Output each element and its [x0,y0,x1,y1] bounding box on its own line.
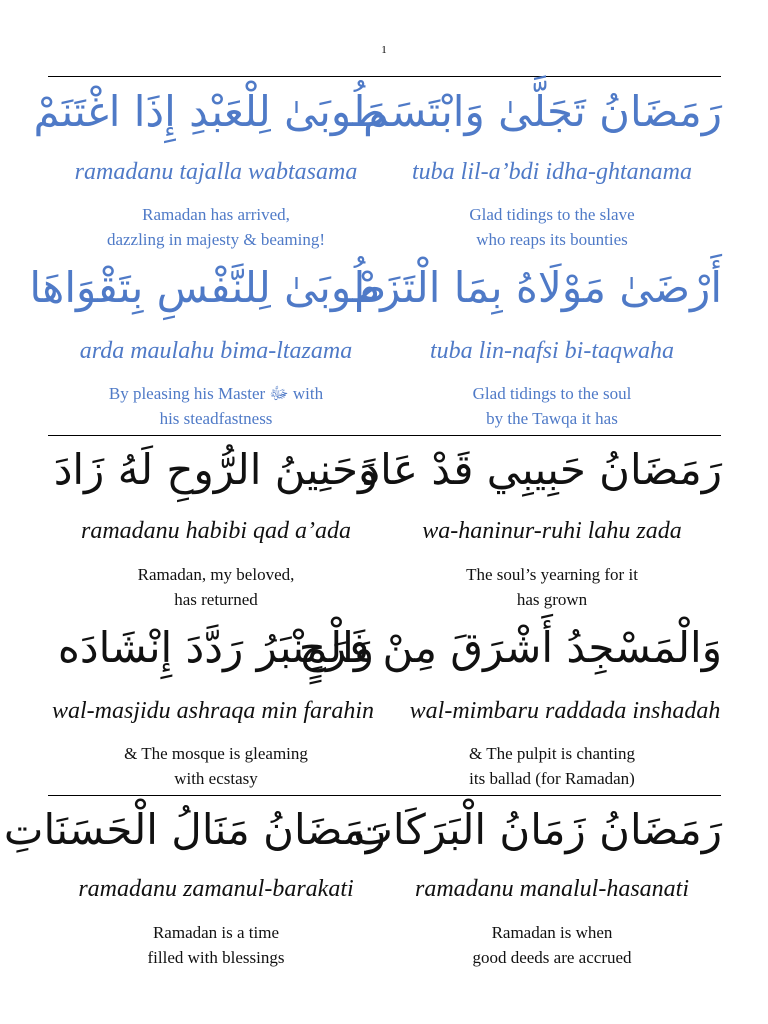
translation [56,381,376,431]
translation-line: The soul’s yearning for it [466,565,638,584]
translation [56,741,376,791]
translation-line: & The pulpit is chanting [469,744,635,763]
translation-line: with ecstasy [174,769,258,788]
arabic-verse: رَمَضَانُ زَمَانُ الْبَرَكَاتِ [353,805,722,854]
transliteration: ramadanu habibi qad a’ada [81,518,351,544]
transliteration: wal-mimbaru raddada inshadah [409,698,721,724]
section-divider [48,435,721,436]
translation-line: Glad tidings to the slave [469,205,635,224]
transliteration: wal-masjidu ashraqa min farahin [51,698,375,724]
translation [56,202,376,252]
arabic-verse: وَحَنِينُ الرُّوحِ لَهُ زَادَ [53,445,379,494]
transliteration: ramadanu zamanul-barakati [78,876,354,902]
translation [392,381,712,431]
translation-line: Glad tidings to the soul [472,384,632,403]
transliteration: ramadanu tajalla wabtasama [74,159,358,185]
transliteration: ramadanu manalul-hasanati [414,876,689,902]
translation-line: has returned [174,590,258,609]
translation-line: who reaps its bounties [476,230,628,249]
arabic-verse: طُوبَىٰ لِلنَّفْسِ بِتَقْوَاهَا [29,263,386,312]
translation-line: Ramadan has arrived, [142,205,290,224]
section-divider [48,795,721,796]
translation [392,920,712,970]
translation-line: Ramadan is a time [152,923,280,942]
translation [392,562,712,612]
translation-line: its ballad (for Ramadan) [469,769,635,788]
translation-line: by the Tawqa it has [486,409,618,428]
arabic-verse: رَمَضَانُ مَنَالُ الْحَسَنَاتِ [3,805,386,854]
translation [56,920,376,970]
arabic-verse: وَالْمِنْبَرُ رَدَّدَ إِنْشَادَه [57,623,375,672]
translation [56,562,376,612]
transliteration: tuba lil-a’bdi idha-ghtanama [412,159,692,185]
translation-line: has grown [516,590,588,609]
translation-line: good deeds are accrued [472,948,632,967]
translation-line: & The mosque is gleaming [124,744,308,763]
translation [392,202,712,252]
translation-line: By pleasing his Master ﷻ with [108,384,324,403]
translation [392,741,712,791]
arabic-verse: رَمَضَانُ حَبِيبِي قَدْ عَادَ [361,445,722,494]
transliteration: tuba lin-nafsi bi-taqwaha [429,338,674,364]
transliteration: arda maulahu bima-ltazama [79,338,353,364]
translation-line: filled with blessings [147,948,285,967]
translation-line: his steadfastness [159,409,273,428]
translation-line: Ramadan is when [491,923,613,942]
section-divider [48,76,721,77]
arabic-verse: أَرْضَىٰ مَوْلَاهُ بِمَا الْتَزَمْ [354,263,722,312]
arabic-verse: رَمَضَانُ تَجَلَّىٰ وَابْتَسَمَ [363,87,722,136]
translation-line: Ramadan, my beloved, [137,565,295,584]
transliteration: wa-haninur-ruhi lahu zada [422,518,682,544]
translation-line: dazzling in majesty & beaming! [106,230,326,249]
arabic-verse: طُوبَىٰ لِلْعَبْدِ إِذَا اغْتَنَمْ [33,87,386,136]
arabic-verse: وَالْمَسْجِدُ أَشْرَقَ مِنْ فَرَحٍ [298,623,722,672]
page-number: 1 [381,44,387,56]
